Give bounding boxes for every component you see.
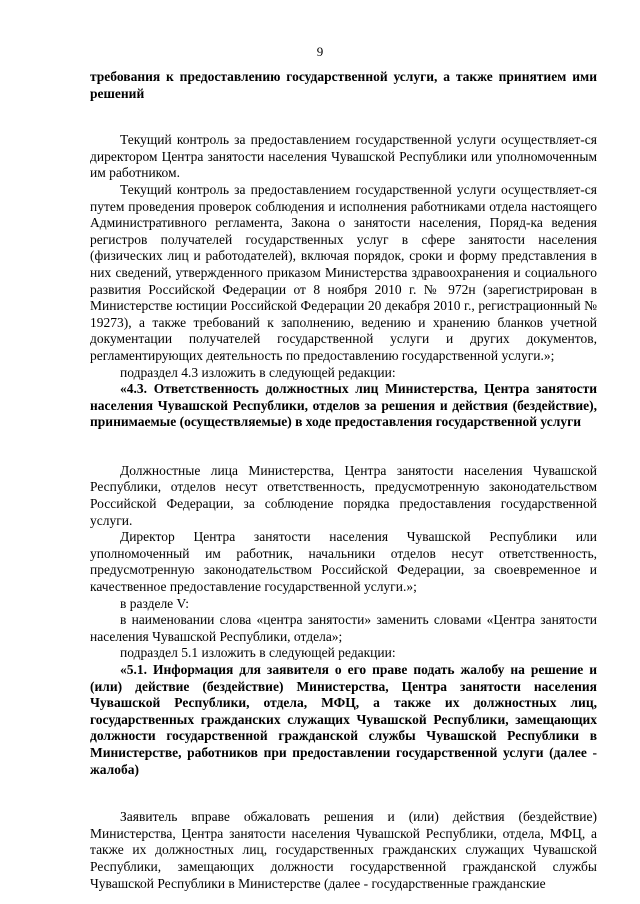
spacer (90, 102, 597, 132)
subsection-heading-4-3: «4.3. Ответственность должностных лиц Министерства, Центра занятости населения Чувашской Республики, отделов за решения и действия (бездействие), принимаемые (осуществляемые) в ходе предоставления государственной услуги (90, 381, 597, 430)
paragraph: Директор Центра занятости населения Чувашской Республики или уполномоченный им работник, начальники отделов несут ответственность, предусмотренную законодательством Российской Федерации, за своевременное и качественное предоставление государственной услуги.»; (90, 529, 597, 595)
paragraph: в наименовании слова «центра занятости» заменить словами «Центра занятости населения Чувашской Республики, отдела»; (90, 612, 597, 644)
paragraph: подраздел 4.3 изложить в следующей редакции: (120, 364, 396, 380)
page-number: 9 (316, 44, 324, 59)
paragraph: подраздел 5.1 изложить в следующей редакции: (120, 645, 396, 661)
paragraph: Текущий контроль за предоставлением государственной услуги осуществляет-ся путем проведения проверок соблюдения и исполнения работниками отдела настоящего Административного регламента, Закона о занятости населения, Поряд-ка ведения регистров получателей государственных услуг в сфере занятости населения (физических лиц и работодателей), включая порядок, сроки и форму представления в них сведений, утвержденного приказом Министерства здравоохранения и социального развития Российской Федерации от 8 ноября 2010 г. № 972н (зарегистрирован в Министерстве юстиции Российской Федерации 20 декабря 2010 г., регистрационный № 19273), а также требований к заполнению, ведению и хранению бланков учетной документации получателей государственной услуги и других документов, регламентирующих деятельность по предоставлению государственной услуги.»; (90, 181, 597, 363)
section-heading-continuation: требования к предоставлению государственной услуги, а также принятием ими решений (90, 69, 597, 101)
subsection-heading-5-1: «5.1. Информация для заявителя о его праве подать жалобу на решение и (или) действие (бездействие) Министерства, Центра занятости населения Чувашской Республики, отдела, МФЦ, а также их должностных лиц, государственных гражданских служащих Чувашской Республики, замещающих должности государственной гражданской службы Чувашской Республики в Министерстве, работников при предоставлении государственной услуги (далее - жалоба) (90, 662, 597, 777)
spacer (90, 431, 597, 463)
spacer (90, 778, 597, 809)
paragraph: Должностные лица Министерства, Центра занятости населения Чувашской Республики, отделов несут ответственность, предусмотренную законодательством Российской Федерации, за соблюдение порядка предоставления государственной услуги. (90, 462, 597, 528)
paragraph: Текущий контроль за предоставлением государственной услуги осуществляет-ся директором Центра занятости населения Чувашской Республики или уполномоченным им работником. (90, 132, 597, 181)
document-body (90, 69, 597, 892)
paragraph: Заявитель вправе обжаловать решения и (или) действия (бездействие) Министерства, Центра занятости населения Чувашской Республики, отдела, МФЦ, а также их должностных лиц, государственных гражданских служащих Чувашской Республики, замещающих должности государственной гражданской службы Чувашской Республики в Министерстве (далее - государственные гражданские (90, 809, 597, 891)
paragraph: в разделе V: (120, 595, 190, 611)
